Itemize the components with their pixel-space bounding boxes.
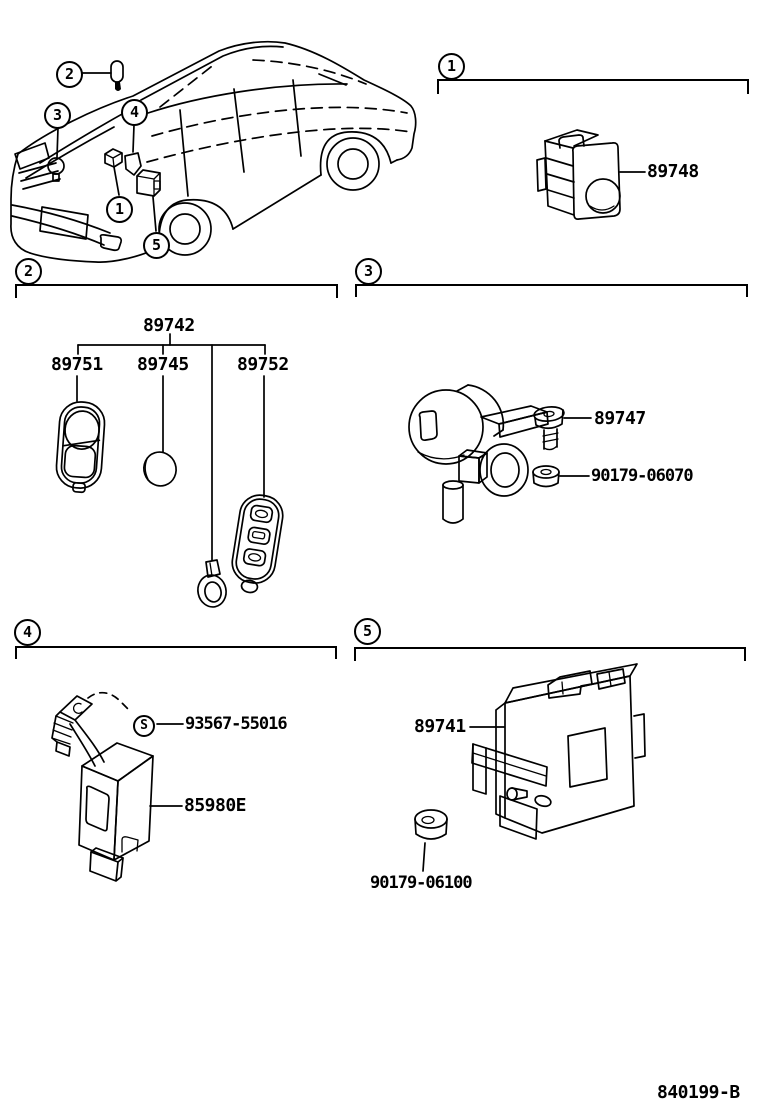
section-1-bracket (437, 79, 749, 94)
cover-drawing (55, 401, 106, 494)
car-callout-2: 2 (56, 61, 83, 88)
car-callout-4: 4 (121, 99, 148, 126)
relay-drawing (52, 693, 183, 881)
part-label-89741: 89741 (414, 716, 466, 737)
screw-symbol: S (133, 715, 155, 737)
part-label-85980e: 85980E (184, 795, 247, 816)
section-4-bracket (15, 646, 337, 659)
section-badge-4: 4 (14, 619, 41, 646)
section-5-bracket (354, 647, 746, 661)
part-label-90179-06100: 90179-06100 (370, 873, 472, 893)
ring-drawing (195, 560, 229, 610)
car-callout-1: 1 (106, 196, 133, 223)
battery-drawing (140, 448, 181, 490)
part-label-89751: 89751 (51, 354, 103, 375)
part-label-89742: 89742 (143, 315, 195, 336)
car-callout-5: 5 (143, 232, 170, 259)
buzzer-drawing (409, 385, 591, 523)
part-label-89752: 89752 (237, 354, 289, 375)
section-badge-1: 1 (438, 53, 465, 80)
figure-code: 840199-B (657, 1082, 740, 1103)
section-badge-2: 2 (15, 258, 42, 285)
part-label-89748: 89748 (647, 161, 699, 182)
switch-drawing (537, 130, 645, 219)
car-callout-3: 3 (44, 102, 71, 129)
section-badge-5: 5 (354, 618, 381, 645)
receiver-drawing (415, 664, 645, 871)
section-badge-3: 3 (355, 258, 382, 285)
part-label-90179-06070: 90179-06070 (591, 466, 693, 486)
part-label-89747: 89747 (594, 408, 646, 429)
part-label-93567-55016: 93567-55016 (185, 714, 287, 734)
module-drawing (228, 492, 286, 596)
part-label-89745: 89745 (137, 354, 189, 375)
section-3-bracket (355, 284, 748, 297)
section-2-bracket (15, 284, 338, 298)
